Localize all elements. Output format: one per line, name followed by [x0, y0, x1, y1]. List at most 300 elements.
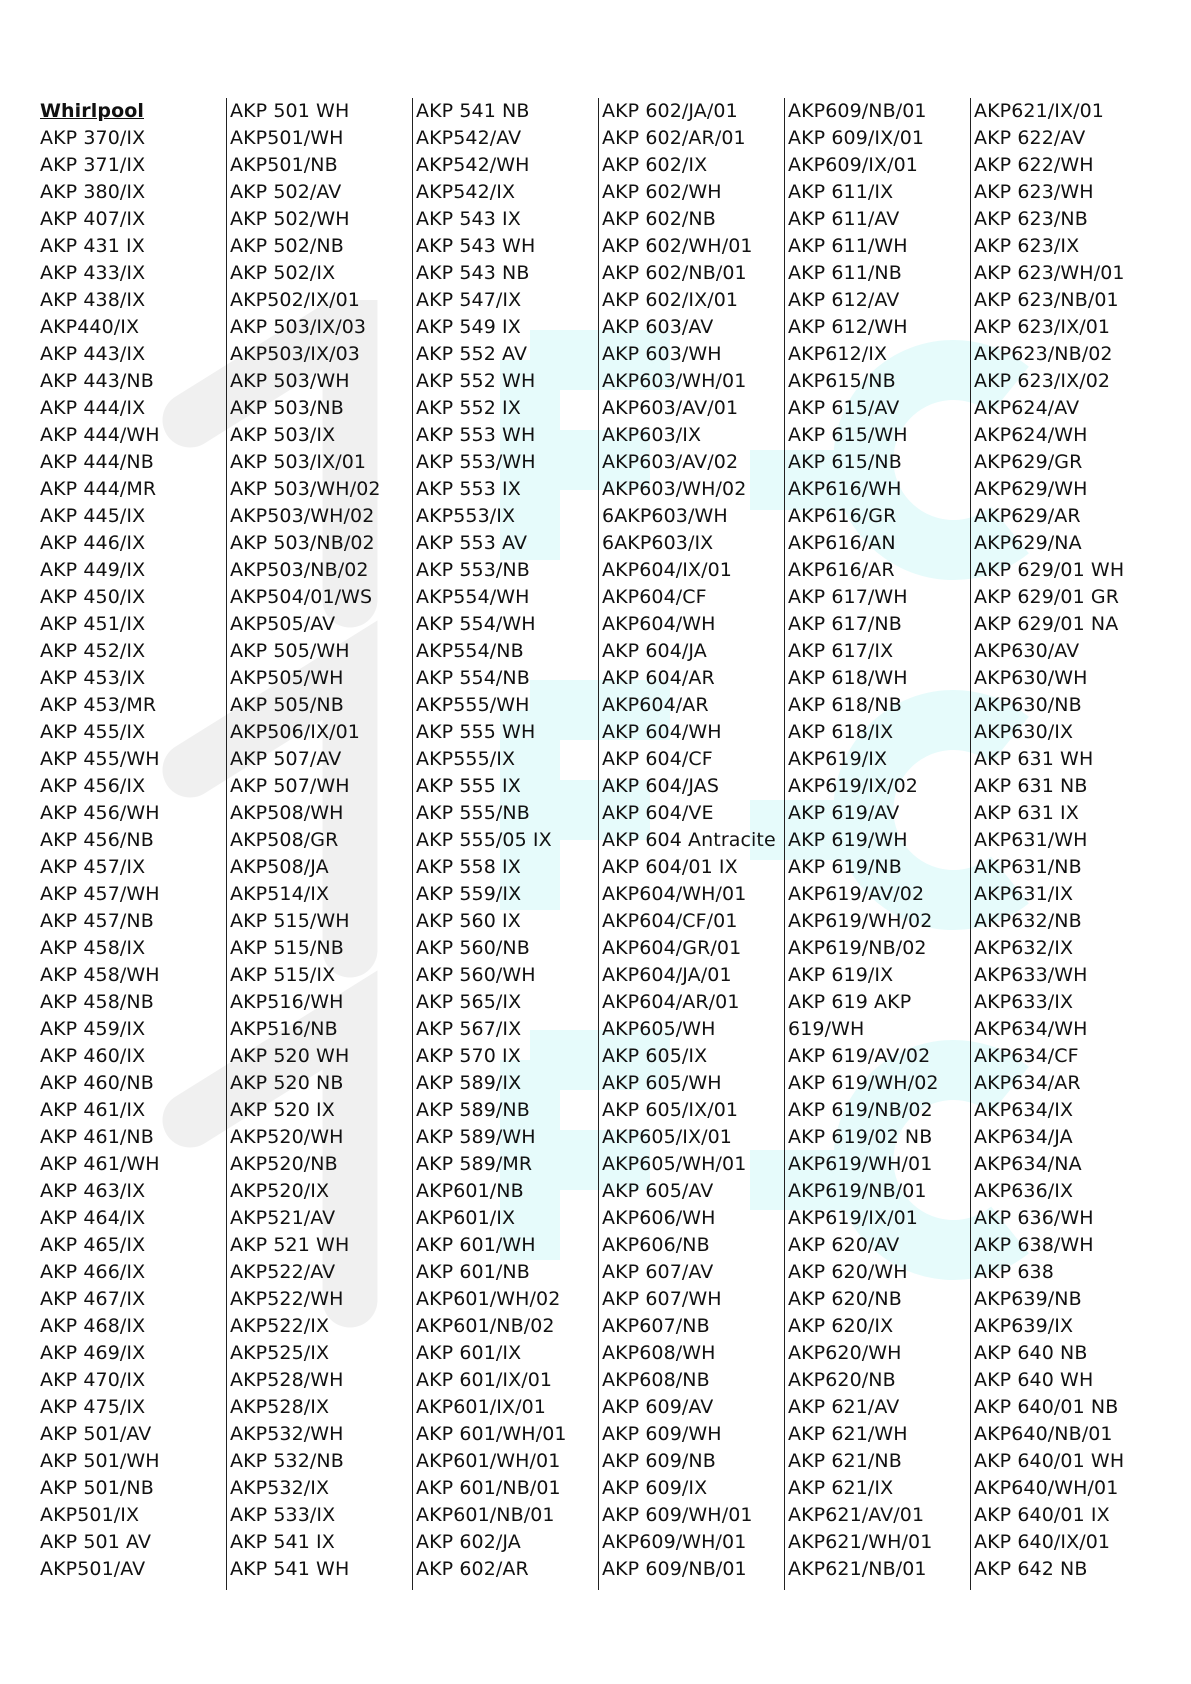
model-number: AKP508/JA	[230, 856, 329, 878]
model-number: AKP505/WH	[230, 667, 344, 689]
model-number: AKP605/WH	[602, 1018, 716, 1040]
model-number: AKP 466/IX	[40, 1261, 146, 1283]
model-number: AKP 603/WH	[602, 343, 722, 365]
model-number: AKP555/IX	[416, 748, 516, 770]
model-number: AKP619/NB/01	[788, 1180, 927, 1202]
model-number: AKP 602/NB/01	[602, 262, 747, 284]
model-number: AKP619/AV/02	[788, 883, 925, 905]
model-number: AKP640/NB/01	[974, 1423, 1113, 1445]
model-number: AKP 612/AV	[788, 289, 900, 311]
model-number: AKP 502/WH	[230, 208, 350, 230]
model-number: AKP616/AR	[788, 559, 895, 581]
model-number: AKP 461/WH	[40, 1153, 160, 1175]
model-number: AKP520/IX	[230, 1180, 330, 1202]
model-number: AKP 618/IX	[788, 721, 894, 743]
model-number: AKP 631 WH	[974, 748, 1094, 770]
model-number: AKP 605/IX	[602, 1045, 708, 1067]
model-number: AKP 589/NB	[416, 1099, 530, 1121]
model-number: AKP 604 Antracite	[602, 829, 776, 851]
model-number: AKP 609/IX/01	[788, 127, 925, 149]
model-number: AKP 503/WH	[230, 370, 350, 392]
model-number: AKP604/GR/01	[602, 937, 742, 959]
model-number: AKP 520 IX	[230, 1099, 335, 1121]
model-number: AKP514/IX	[230, 883, 330, 905]
model-number: AKP440/IX	[40, 316, 140, 338]
model-number: AKP619/IX/02	[788, 775, 918, 797]
model-number: AKP506/IX/01	[230, 721, 360, 743]
model-number: AKP 629/01 WH	[974, 559, 1125, 581]
model-number: AKP634/NA	[974, 1153, 1082, 1175]
model-number: AKP621/WH/01	[788, 1531, 933, 1553]
model-number: AKP 554/WH	[416, 613, 536, 635]
model-number: AKP634/WH	[974, 1018, 1088, 1040]
model-number: AKP 623/IX	[974, 235, 1080, 257]
model-number: AKP603/AV/01	[602, 397, 739, 419]
model-number: AKP 623/NB	[974, 208, 1088, 230]
model-number: AKP 541 IX	[230, 1531, 335, 1553]
model-number: AKP528/WH	[230, 1369, 344, 1391]
model-number: AKP554/WH	[416, 586, 530, 608]
model-number: AKP 631 IX	[974, 802, 1079, 824]
model-number: AKP 455/WH	[40, 748, 160, 770]
model-number: AKP 456/IX	[40, 775, 146, 797]
model-number: AKP619/NB/02	[788, 937, 927, 959]
model-number: AKP542/IX	[416, 181, 516, 203]
model-number: AKP 501/AV	[40, 1423, 152, 1445]
model-number: AKP508/GR	[230, 829, 339, 851]
model-number: AKP616/AN	[788, 532, 896, 554]
model-number: AKP620/NB	[788, 1369, 896, 1391]
model-number: AKP 602/JA	[416, 1531, 521, 1553]
model-number: AKP 515/NB	[230, 937, 344, 959]
model-number: AKP607/NB	[602, 1315, 710, 1337]
model-number: AKP629/GR	[974, 451, 1083, 473]
model-number: AKP 543 WH	[416, 235, 536, 257]
model-number: AKP 503/IX	[230, 424, 336, 446]
model-number: AKP501/AV	[40, 1558, 146, 1580]
model-number: AKP632/IX	[974, 937, 1074, 959]
model-number: AKP 601/NB/01	[416, 1477, 561, 1499]
model-number: AKP 602/AR	[416, 1558, 529, 1580]
model-number: AKP 623/WH/01	[974, 262, 1125, 284]
model-number: AKP 554/NB	[416, 667, 530, 689]
model-number: AKP 570 IX	[416, 1045, 521, 1067]
model-number: AKP 623/WH	[974, 181, 1094, 203]
model-number: AKP619/IX	[788, 748, 888, 770]
model-number: AKP 589/MR	[416, 1153, 533, 1175]
model-number: AKP503/WH/02	[230, 505, 375, 527]
model-number: AKP616/GR	[788, 505, 897, 527]
model-number: AKP 619/WH	[788, 829, 908, 851]
model-number: AKP 602/JA/01	[602, 100, 738, 122]
model-number: AKP 449/IX	[40, 559, 146, 581]
model-number: AKP 622/WH	[974, 154, 1094, 176]
model-number: AKP525/IX	[230, 1342, 330, 1364]
model-number: AKP 602/WH	[602, 181, 722, 203]
model-number: AKP621/NB/01	[788, 1558, 927, 1580]
model-number: AKP612/IX	[788, 343, 888, 365]
model-number: AKP 443/IX	[40, 343, 146, 365]
model-number: AKP 501/WH	[40, 1450, 160, 1472]
model-number: AKP502/IX/01	[230, 289, 360, 311]
model-number: AKP 463/IX	[40, 1180, 146, 1202]
model-number: AKP601/WH/02	[416, 1288, 561, 1310]
model-number: AKP619/IX/01	[788, 1207, 918, 1229]
model-number: AKP 553/NB	[416, 559, 530, 581]
model-number: AKP 603/AV	[602, 316, 714, 338]
model-number: AKP634/JA	[974, 1126, 1073, 1148]
model-number: 6AKP603/IX	[602, 532, 714, 554]
model-number: AKP 444/MR	[40, 478, 157, 500]
model-number: AKP 623/IX/02	[974, 370, 1111, 392]
model-number: AKP 380/IX	[40, 181, 146, 203]
model-number: AKP 505/NB	[230, 694, 344, 716]
model-number: AKP 623/IX/01	[974, 316, 1111, 338]
model-number: AKP 433/IX	[40, 262, 146, 284]
model-number: AKP615/NB	[788, 370, 896, 392]
model-number: AKP 620/AV	[788, 1234, 900, 1256]
model-number: AKP 553 WH	[416, 424, 536, 446]
model-number: AKP608/NB	[602, 1369, 710, 1391]
model-number: AKP 502/IX	[230, 262, 336, 284]
model-number: AKP 607/WH	[602, 1288, 722, 1310]
model-number: AKP 611/WH	[788, 235, 908, 257]
model-number: AKP 532/NB	[230, 1450, 344, 1472]
model-number: AKP 515/WH	[230, 910, 350, 932]
model-number: 6AKP603/WH	[602, 505, 728, 527]
model-number: AKP 371/IX	[40, 154, 146, 176]
model-number: AKP633/IX	[974, 991, 1074, 1013]
model-number: AKP 555/NB	[416, 802, 530, 824]
model-number: AKP630/WH	[974, 667, 1088, 689]
model-number: AKP 638	[974, 1261, 1054, 1283]
model-number: AKP 640/01 IX	[974, 1504, 1110, 1526]
model-number: AKP 464/IX	[40, 1207, 146, 1229]
model-number: AKP 407/IX	[40, 208, 146, 230]
column-6	[970, 98, 1156, 1590]
model-number: AKP 640 NB	[974, 1342, 1088, 1364]
model-number: AKP 601/WH	[416, 1234, 536, 1256]
model-number: AKP522/IX	[230, 1315, 330, 1337]
model-number: AKP 452/IX	[40, 640, 146, 662]
model-number: AKP 602/AR/01	[602, 127, 746, 149]
model-number: AKP631/IX	[974, 883, 1074, 905]
model-number: AKP 640/01 WH	[974, 1450, 1125, 1472]
model-number: AKP601/WH/01	[416, 1450, 561, 1472]
model-number: AKP604/AR	[602, 694, 709, 716]
model-number: AKP 547/IX	[416, 289, 522, 311]
model-number: AKP 431 IX	[40, 235, 145, 257]
model-number: AKP 507/WH	[230, 775, 350, 797]
model-number: AKP604/JA/01	[602, 964, 732, 986]
model-number: AKP 560/NB	[416, 937, 530, 959]
model-number: AKP 602/WH/01	[602, 235, 753, 257]
model-number: AKP 621/AV	[788, 1396, 900, 1418]
column-5	[784, 98, 970, 1590]
model-number: AKP 604/JA	[602, 640, 707, 662]
model-number: AKP634/IX	[974, 1099, 1074, 1121]
model-number: AKP619/WH/01	[788, 1153, 933, 1175]
model-number: AKP 640/01 NB	[974, 1396, 1119, 1418]
model-number: AKP 617/NB	[788, 613, 902, 635]
model-number: AKP 501 AV	[40, 1531, 152, 1553]
model-number: AKP 461/NB	[40, 1126, 154, 1148]
column-3	[412, 98, 598, 1590]
model-number: AKP605/IX/01	[602, 1126, 732, 1148]
model-number: AKP 602/NB	[602, 208, 716, 230]
model-number: AKP633/WH	[974, 964, 1088, 986]
model-number: AKP632/NB	[974, 910, 1082, 932]
model-number: AKP 458/WH	[40, 964, 160, 986]
model-number: AKP 620/IX	[788, 1315, 894, 1337]
model-number: AKP 438/IX	[40, 289, 146, 311]
model-number: AKP 461/IX	[40, 1099, 146, 1121]
model-number: AKP 565/IX	[416, 991, 522, 1013]
model-number: AKP 460/NB	[40, 1072, 154, 1094]
model-number: AKP 609/NB	[602, 1450, 716, 1472]
model-number: AKP 601/WH/01	[416, 1423, 567, 1445]
model-number: AKP 444/IX	[40, 397, 146, 419]
model-number: AKP603/AV/02	[602, 451, 739, 473]
model-number: AKP 515/IX	[230, 964, 336, 986]
model-number: AKP 621/IX	[788, 1477, 894, 1499]
model-number: AKP 553 AV	[416, 532, 528, 554]
model-number: AKP 589/WH	[416, 1126, 536, 1148]
model-number: AKP601/IX/01	[416, 1396, 546, 1418]
model-number: AKP605/WH/01	[602, 1153, 747, 1175]
model-number: AKP 470/IX	[40, 1369, 146, 1391]
model-number: AKP 443/NB	[40, 370, 154, 392]
model-number: AKP604/CF/01	[602, 910, 738, 932]
model-number: AKP 502/AV	[230, 181, 342, 203]
model-number: AKP639/IX	[974, 1315, 1074, 1337]
model-number: AKP503/NB/02	[230, 559, 369, 581]
model-number: AKP 475/IX	[40, 1396, 146, 1418]
model-number: AKP 615/NB	[788, 451, 902, 473]
model-number: AKP 459/IX	[40, 1018, 146, 1040]
column-1	[40, 98, 226, 1590]
model-number: AKP 622/AV	[974, 127, 1086, 149]
model-number: AKP623/NB/02	[974, 343, 1113, 365]
model-number: AKP639/NB	[974, 1288, 1082, 1310]
model-number: AKP 629/01 NA	[974, 613, 1119, 635]
model-number: AKP 619/IX	[788, 964, 894, 986]
model-number: AKP630/AV	[974, 640, 1080, 662]
model-number: AKP 619/WH/02	[788, 1072, 939, 1094]
model-number: AKP601/NB/02	[416, 1315, 555, 1337]
model-number: AKP 541 NB	[416, 100, 530, 122]
model-number: AKP504/01/WS	[230, 586, 373, 608]
model-number: AKP 605/IX/01	[602, 1099, 739, 1121]
model-number: AKP 501 WH	[230, 100, 350, 122]
model-number: AKP 503/IX/01	[230, 451, 367, 473]
model-number: AKP 560/WH	[416, 964, 536, 986]
model-number: AKP630/IX	[974, 721, 1074, 743]
model-number: AKP 465/IX	[40, 1234, 146, 1256]
model-number: AKP 552 WH	[416, 370, 536, 392]
column-4	[598, 98, 784, 1590]
model-number: 619/WH	[788, 1018, 865, 1040]
model-number: AKP553/IX	[416, 505, 516, 527]
model-number: AKP 543 NB	[416, 262, 530, 284]
model-number: AKP 501/NB	[40, 1477, 154, 1499]
model-number: AKP 460/IX	[40, 1045, 146, 1067]
model-number: AKP601/NB	[416, 1180, 524, 1202]
model-number: AKP 604/VE	[602, 802, 714, 824]
model-number: AKP 611/NB	[788, 262, 902, 284]
model-number: AKP601/NB/01	[416, 1504, 555, 1526]
model-number: AKP609/IX/01	[788, 154, 918, 176]
model-number: AKP629/NA	[974, 532, 1082, 554]
model-number: AKP 621/WH	[788, 1423, 908, 1445]
model-number: AKP 555/05 IX	[416, 829, 552, 851]
model-number: AKP604/IX/01	[602, 559, 732, 581]
model-number: AKP521/AV	[230, 1207, 336, 1229]
model-number: AKP 640/IX/01	[974, 1531, 1111, 1553]
model-number: AKP 555 WH	[416, 721, 536, 743]
model-number: AKP 468/IX	[40, 1315, 146, 1337]
model-number: AKP528/IX	[230, 1396, 330, 1418]
model-number: AKP 611/AV	[788, 208, 900, 230]
model-number: AKP 615/AV	[788, 397, 900, 419]
model-number: AKP 619/NB	[788, 856, 902, 878]
model-number: AKP 552 AV	[416, 343, 528, 365]
model-number: AKP 507/AV	[230, 748, 342, 770]
model-number: AKP 617/WH	[788, 586, 908, 608]
model-number: AKP601/IX	[416, 1207, 516, 1229]
model-number: AKP604/WH	[602, 613, 716, 635]
model-number: AKP 615/WH	[788, 424, 908, 446]
model-number: AKP 607/AV	[602, 1261, 714, 1283]
model-number: AKP 640 WH	[974, 1369, 1094, 1391]
model-number: AKP 553/WH	[416, 451, 536, 473]
model-number: AKP501/IX	[40, 1504, 140, 1526]
model-number: AKP503/IX/03	[230, 343, 360, 365]
model-number: AKP 541 WH	[230, 1558, 350, 1580]
model-number: AKP 623/NB/01	[974, 289, 1119, 311]
model-number: AKP629/AR	[974, 505, 1081, 527]
model-number: AKP640/WH/01	[974, 1477, 1119, 1499]
model-number: AKP 612/WH	[788, 316, 908, 338]
model-number: AKP532/WH	[230, 1423, 344, 1445]
model-number: AKP 450/IX	[40, 586, 146, 608]
model-number: AKP508/WH	[230, 802, 344, 824]
model-number: AKP608/WH	[602, 1342, 716, 1364]
model-number: AKP621/IX/01	[974, 100, 1104, 122]
model-number: AKP620/WH	[788, 1342, 902, 1364]
model-number: AKP501/WH	[230, 127, 344, 149]
brand-heading: Whirlpool	[40, 100, 144, 122]
model-number: AKP 456/NB	[40, 829, 154, 851]
model-number: AKP604/CF	[602, 586, 707, 608]
model-number: AKP606/WH	[602, 1207, 716, 1229]
model-number: AKP 520 NB	[230, 1072, 344, 1094]
model-number: AKP522/AV	[230, 1261, 336, 1283]
model-number: AKP 601/IX	[416, 1342, 522, 1364]
model-number: AKP 553 IX	[416, 478, 521, 500]
model-number: AKP 601/IX/01	[416, 1369, 553, 1391]
model-number: AKP516/WH	[230, 991, 344, 1013]
model-number: AKP621/AV/01	[788, 1504, 925, 1526]
model-number: AKP616/WH	[788, 478, 902, 500]
model-number: AKP 605/WH	[602, 1072, 722, 1094]
model-number: AKP 552 IX	[416, 397, 521, 419]
model-number: AKP 605/AV	[602, 1180, 714, 1202]
model-number: AKP 611/IX	[788, 181, 894, 203]
model-number: AKP 469/IX	[40, 1342, 146, 1364]
model-number: AKP 619/AV/02	[788, 1045, 931, 1067]
model-number: AKP 370/IX	[40, 127, 146, 149]
model-number: AKP 457/NB	[40, 910, 154, 932]
model-number: AKP 619 AKP	[788, 991, 912, 1013]
model-number: AKP 609/IX	[602, 1477, 708, 1499]
model-number: AKP634/AR	[974, 1072, 1081, 1094]
model-number: AKP 621/NB	[788, 1450, 902, 1472]
model-number: AKP 502/NB	[230, 235, 344, 257]
model-number: AKP 604/AR	[602, 667, 715, 689]
model-number: AKP 455/IX	[40, 721, 146, 743]
model-number: AKP 567/IX	[416, 1018, 522, 1040]
model-number: AKP 457/IX	[40, 856, 146, 878]
model-number: AKP 609/WH	[602, 1423, 722, 1445]
column-2	[226, 98, 412, 1590]
model-number: AKP 456/WH	[40, 802, 160, 824]
model-number: AKP 619/NB/02	[788, 1099, 933, 1121]
model-number: AKP631/WH	[974, 829, 1088, 851]
model-number: AKP 601/NB	[416, 1261, 530, 1283]
model-number: AKP 451/IX	[40, 613, 146, 635]
model-number: AKP631/NB	[974, 856, 1082, 878]
model-number: AKP 446/IX	[40, 532, 146, 554]
model-number: AKP 602/IX/01	[602, 289, 739, 311]
model-number: AKP 543 IX	[416, 208, 521, 230]
model-number: AKP 638/WH	[974, 1234, 1094, 1256]
model-number: AKP 453/MR	[40, 694, 157, 716]
model-number: AKP603/WH/01	[602, 370, 747, 392]
model-number: AKP 503/IX/03	[230, 316, 367, 338]
model-number: AKP 521 WH	[230, 1234, 350, 1256]
model-number: AKP 533/IX	[230, 1504, 336, 1526]
model-number: AKP 609/AV	[602, 1396, 714, 1418]
model-number: AKP 629/01 GR	[974, 586, 1120, 608]
model-number: AKP 602/IX	[602, 154, 708, 176]
model-number: AKP 604/JAS	[602, 775, 720, 797]
model-number: AKP 620/NB	[788, 1288, 902, 1310]
model-number: AKP 619/AV	[788, 802, 900, 824]
model-number: AKP542/AV	[416, 127, 522, 149]
model-number: AKP 604/CF	[602, 748, 713, 770]
model-number: AKP 558 IX	[416, 856, 521, 878]
model-number: AKP 458/NB	[40, 991, 154, 1013]
model-number: AKP604/AR/01	[602, 991, 740, 1013]
model-number: AKP 444/NB	[40, 451, 154, 473]
model-number: AKP522/WH	[230, 1288, 344, 1310]
model-number: AKP609/WH/01	[602, 1531, 747, 1553]
model-number: AKP 503/NB	[230, 397, 344, 419]
model-number: AKP 503/WH/02	[230, 478, 381, 500]
model-number: AKP542/WH	[416, 154, 530, 176]
model-number: AKP636/IX	[974, 1180, 1074, 1202]
model-number: AKP603/IX	[602, 424, 702, 446]
model-number: AKP 520 WH	[230, 1045, 350, 1067]
model-number: AKP 604/WH	[602, 721, 722, 743]
model-number: AKP 555 IX	[416, 775, 521, 797]
model-number: AKP555/WH	[416, 694, 530, 716]
model-number: AKP 620/WH	[788, 1261, 908, 1283]
model-number: AKP 444/WH	[40, 424, 160, 446]
model-number: AKP609/NB/01	[788, 100, 927, 122]
model-number: AKP501/NB	[230, 154, 338, 176]
